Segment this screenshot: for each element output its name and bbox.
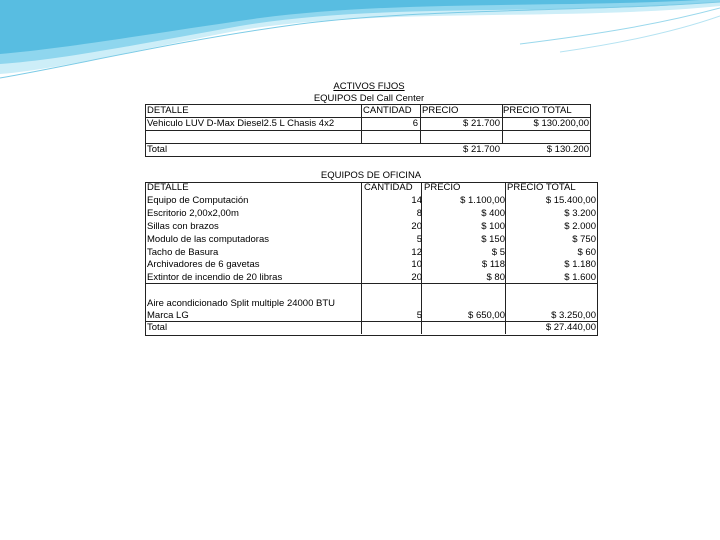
cell-detalle: Archivadores de 6 gavetas [147, 259, 260, 270]
cell-total: $ 130.200,00 [533, 118, 589, 129]
cell-precio: $ 21.700 [463, 118, 500, 129]
cell-total: $ 60 [577, 247, 596, 258]
cell-precio: $ 1.100,00 [460, 195, 505, 206]
cell-detalle: Extintor de incendio de 20 libras [147, 272, 283, 283]
column-header-cantidad: CANTIDAD [363, 105, 412, 116]
total-label: Total [147, 144, 168, 155]
cell-total: $ 750 [572, 234, 596, 245]
column-header-detalle: DETALLE [147, 105, 189, 116]
cell-total: $ 3.250,00 [551, 310, 596, 321]
table-border [361, 182, 362, 334]
cell-detalle: Equipo de Computación [147, 195, 249, 206]
section1-title: EQUIPOS Del Call Center [313, 93, 425, 104]
cell-precio: $ 80 [486, 272, 505, 283]
column-header-precio-total: PRECIO TOTAL [507, 182, 576, 193]
cell-precio: $ 400 [481, 208, 505, 219]
cell-precio: $ 650,00 [468, 310, 505, 321]
cell-cantidad: 12 [411, 247, 422, 258]
total-value: $ 130.200 [546, 144, 589, 155]
cell-cantidad: 5 [416, 310, 422, 321]
total-label: Total [147, 322, 168, 333]
cell-total: $ 2.000 [564, 221, 596, 232]
table-border [145, 321, 597, 322]
cell-total: $ 15.400,00 [545, 195, 596, 206]
cell-detalle: Sillas con brazos [147, 221, 219, 232]
column-header-detalle: DETALLE [147, 182, 189, 193]
cell-cantidad: 5 [416, 234, 422, 245]
cell-cantidad: 8 [416, 208, 422, 219]
cell-cantidad: 10 [411, 259, 422, 270]
cell-total: $ 1.180 [564, 259, 596, 270]
cell-detalle: Vehiculo LUV D-Max Diesel2.5 L Chasis 4x2 [147, 118, 335, 129]
table-border [145, 143, 591, 144]
cell-total: $ 3.200 [564, 208, 596, 219]
table-border [145, 104, 146, 156]
cell-detalle: Escritorio 2,00x2,00m [147, 208, 239, 219]
cell-detalle-line2: Marca LG [147, 310, 189, 321]
table-border [505, 182, 506, 334]
total-value: $ 27.440,00 [545, 322, 596, 333]
cell-detalle: Modulo de las computadoras [147, 234, 269, 245]
column-header-precio: PRECIO [424, 182, 461, 193]
total-precio: $ 21.700 [463, 144, 500, 155]
cell-detalle: Tacho de Basura [147, 247, 219, 258]
cell-total: $ 1.600 [564, 272, 596, 283]
column-header-precio-total: PRECIO TOTAL [503, 105, 572, 116]
cell-detalle: Aire acondicionado Split multiple 24000 BTU [147, 298, 335, 309]
table-border [145, 130, 591, 131]
table-border [420, 104, 421, 143]
wave-line [560, 16, 720, 52]
wave-header-decoration [0, 0, 720, 80]
cell-cantidad: 20 [411, 272, 422, 283]
cell-precio: $ 5 [491, 247, 505, 258]
cell-precio: $ 118 [481, 259, 505, 270]
column-header-cantidad: CANTIDAD [364, 182, 413, 193]
column-header-precio: PRECIO [422, 105, 459, 116]
cell-precio: $ 150 [481, 234, 505, 245]
table-border [145, 156, 591, 157]
cell-cantidad: 20 [411, 221, 422, 232]
table-border [590, 104, 591, 156]
section2-title: EQUIPOS DE OFICINA [320, 170, 422, 181]
cell-cantidad: 14 [411, 195, 422, 206]
cell-cantidad: 6 [412, 118, 418, 129]
table-border [361, 104, 362, 143]
cell-precio: $ 100 [481, 221, 505, 232]
page-title: ACTIVOS FIJOS [333, 81, 405, 92]
